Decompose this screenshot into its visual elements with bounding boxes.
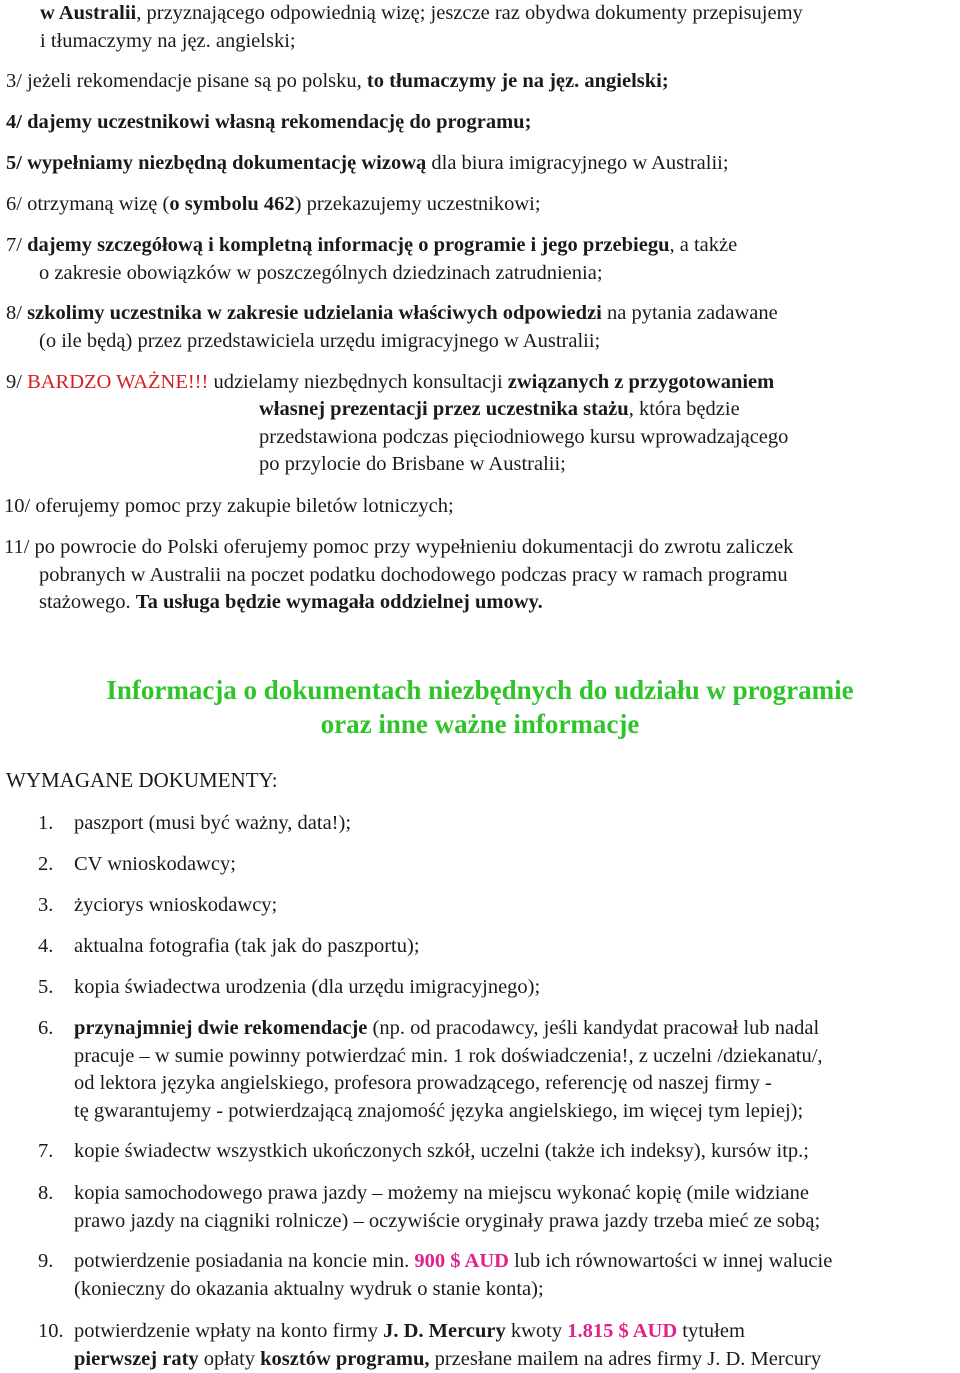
text: 7/ xyxy=(6,234,28,256)
text: po przylocie do Brisbane w Australii; xyxy=(259,453,566,475)
text: ) przekazujemy uczestnikowi; xyxy=(294,193,541,215)
text: , przyznającego odpowiednią wizę; jeszcze raz obydwa dokumenty przepisujemy xyxy=(136,2,803,24)
list-number: 5. xyxy=(38,976,54,998)
text: tytułem xyxy=(677,1320,745,1342)
paragraph-continuation xyxy=(40,0,950,55)
list-number: 1. xyxy=(38,812,54,834)
important-label: BARDZO WAŻNE!!! xyxy=(27,371,209,393)
paragraph-8 xyxy=(6,300,950,355)
text-bold: 4/ dajemy uczestnikowi własną rekomendację do programu; xyxy=(6,111,532,133)
list-number: 2. xyxy=(38,853,54,875)
amount-highlight: 900 $ AUD xyxy=(414,1250,509,1272)
text: opłaty xyxy=(198,1347,261,1370)
text: 9/ xyxy=(6,371,28,393)
text-bold: przynajmniej dwie rekomendacje xyxy=(74,1017,368,1039)
text: potwierdzenie wpłaty na konto firmy xyxy=(74,1320,384,1342)
text: na pytania zadawane xyxy=(601,302,778,324)
section-heading xyxy=(0,673,960,741)
text: (konieczny do okazania aktualny wydruk o stanie konta); xyxy=(74,1277,544,1300)
required-documents-label: WYMAGANE DOKUMENTY: xyxy=(6,768,278,792)
text: , a także xyxy=(669,234,738,256)
text-bold: J. D. Mercury xyxy=(383,1320,506,1342)
paragraph-10 xyxy=(4,493,948,521)
text-bold: o symbolu 462 xyxy=(169,193,295,215)
list-number: 7. xyxy=(38,1140,54,1162)
heading-line: oraz inne ważne informacje xyxy=(320,709,640,739)
text: stażowego. xyxy=(39,591,136,613)
text: kopia samochodowego prawa jazdy – możemy na miejscu wykonać kopię (mile widziane xyxy=(74,1182,809,1204)
paragraph-4 xyxy=(6,109,950,137)
text-bold: szkolimy uczestnika w zakresie udzielania właściwych odpowiedzi xyxy=(27,302,602,324)
paragraph-6 xyxy=(6,191,950,219)
paragraph-7 xyxy=(6,232,950,287)
text: 11/ po powrocie do Polski oferujemy pomoc przy wypełnieniu dokumentacji do zwrotu zaliczek xyxy=(4,536,794,558)
amount-highlight: 1.815 $ AUD xyxy=(567,1320,678,1342)
list-text xyxy=(74,1248,950,1303)
text: potwierdzenie posiadania na koncie min. xyxy=(74,1250,415,1272)
text-bold: to tłumaczymy je na jęz. angielski; xyxy=(366,70,669,92)
text-bold: własnej prezentacji przez uczestnika stażu xyxy=(259,398,629,420)
text: 6/ otrzymaną wizę ( xyxy=(6,193,170,215)
text: udzielamy niezbędnych konsultacji xyxy=(208,371,508,393)
list-text xyxy=(74,1180,950,1235)
text: lub ich równowartości w innej walucie xyxy=(508,1250,833,1272)
list-text: życiorys wnioskodawcy; xyxy=(74,894,278,916)
text: 10/ oferujemy pomoc przy zakupie biletów lotniczych; xyxy=(4,495,454,517)
list-number: 8. xyxy=(38,1182,54,1204)
text-bold: kosztów programu, xyxy=(260,1347,430,1370)
list-text: kopie świadectw wszystkich ukończonych szkół, uczelni (także ich indeksy), kursów itp.; xyxy=(74,1140,809,1162)
list-text: paszport (musi być ważny, data!); xyxy=(74,812,352,834)
text: pracuje – w sumie powinny potwierdzać min. 1 rok doświadczenia!, z uczelni /dziekanatu/, xyxy=(74,1044,823,1067)
paragraph-11 xyxy=(4,534,948,617)
text: 3/ jeżeli rekomendacje pisane są po polsku, xyxy=(6,70,367,92)
text-bold: pierwszej raty xyxy=(74,1347,199,1370)
text: kwoty xyxy=(505,1320,568,1342)
text-bold: w Australii xyxy=(40,2,137,24)
text: przedstawiona podczas pięciodniowego kursu wprowadzającego xyxy=(259,425,789,448)
list-text: aktualna fotografia (tak jak do paszportu); xyxy=(74,935,420,957)
paragraph-9 xyxy=(6,369,950,475)
text-bold: związanych z przygotowaniem xyxy=(507,371,775,393)
text: , która będzie xyxy=(628,398,740,420)
text: i tłumaczymy na jęz. angielski; xyxy=(40,29,296,52)
text: 8/ xyxy=(6,302,28,324)
list-number: 9. xyxy=(38,1250,54,1272)
text-bold: Ta usługa będzie wymagała oddzielnej umowy. xyxy=(135,591,543,613)
text-bold: dajemy szczegółową i kompletną informację o programie i jego przebiegu xyxy=(27,234,670,256)
list-text xyxy=(74,1015,950,1125)
list-number: 6. xyxy=(38,1017,54,1039)
text: od lektora języka angielskiego, profesora prowadzącego, referencję od naszej firmy - xyxy=(74,1072,772,1094)
text: (np. od pracodawcy, jeśli kandydat pracował lub nadal xyxy=(367,1017,820,1039)
text: pobranych w Australii na poczet podatku dochodowego podczas pracy w ramach programu xyxy=(39,563,788,586)
text: (o ile będą) przez przedstawiciela urzędu imigracyjnego w Australii; xyxy=(39,329,601,352)
paragraph-5 xyxy=(6,150,950,178)
text-bold: 5/ wypełniamy niezbędną dokumentację wizową xyxy=(6,152,427,174)
text: prawo jazdy na ciągniki rolnicze) – oczywiście oryginały prawa jazdy trzeba mieć ze sobą; xyxy=(74,1209,821,1232)
list-text xyxy=(74,1318,950,1373)
list-text: kopia świadectwa urodzenia (dla urzędu imigracyjnego); xyxy=(74,976,541,998)
heading-line: Informacja o dokumentach niezbędnych do udziału w programie xyxy=(106,675,854,705)
list-number: 4. xyxy=(38,935,54,957)
list-number: 3. xyxy=(38,894,54,916)
list-number: 10. xyxy=(38,1320,64,1342)
list-text: CV wnioskodawcy; xyxy=(74,853,236,875)
text: tę gwarantujemy - potwierdzającą znajomość języka angielskiego, im więcej tym lepiej); xyxy=(74,1099,804,1122)
text: o zakresie obowiązków w poszczególnych dziedzinach zatrudnienia; xyxy=(39,261,603,284)
paragraph-3 xyxy=(6,68,950,96)
text: dla biura imigracyjnego w Australii; xyxy=(426,152,729,174)
text: przesłane mailem na adres firmy J. D. Mercury xyxy=(429,1347,822,1370)
